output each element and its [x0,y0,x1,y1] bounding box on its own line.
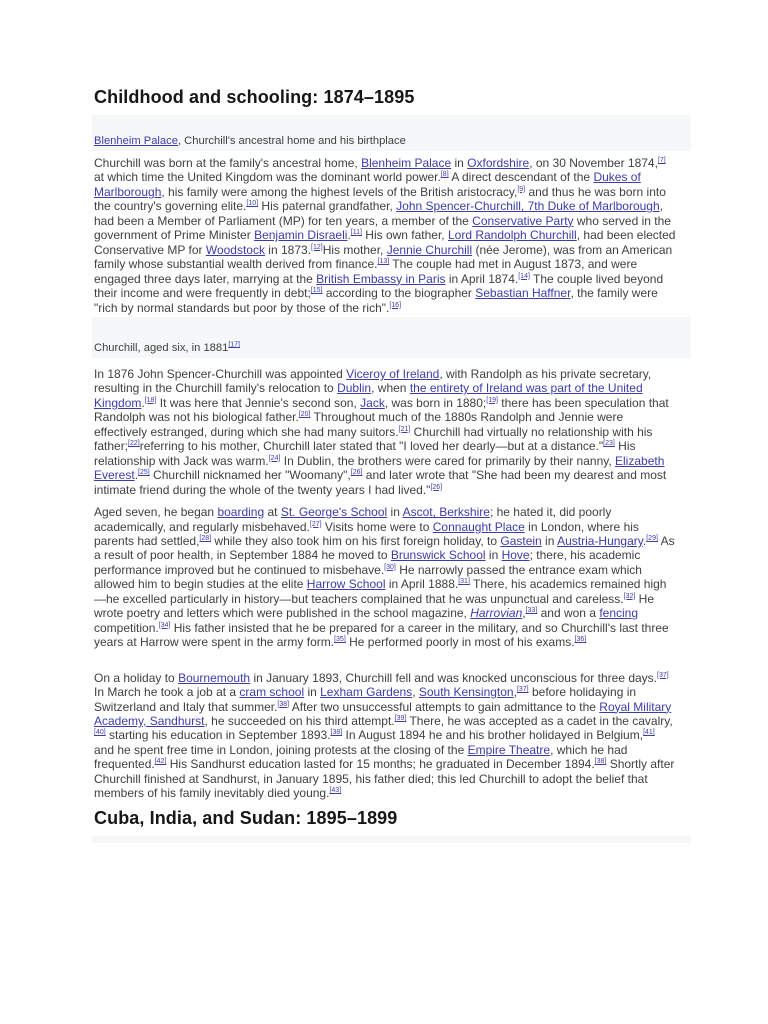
reference-marker[interactable]: [13] [377,258,390,266]
reference-marker[interactable]: [33] [525,607,538,615]
section-heading-cuba-india-sudan: Cuba, India, and Sudan: 1895–1899 [94,807,398,828]
reference-marker[interactable]: [27] [309,520,322,528]
reference-marker[interactable]: [25] [138,469,150,477]
wiki-link[interactable]: Benjamin Disraeli [254,228,348,243]
reference-marker[interactable]: [38] [277,700,290,708]
wiki-link[interactable]: Gastein [500,533,542,548]
reference-marker[interactable]: [26] [430,483,443,491]
paragraph-sandhurst: On a holiday to Bournemouth in January 1893, Churchill fell and was knocked unconscious for three days.[37] In March he took a job at a cram school in Lexham Gardens, South Kensington,[37] before holidaying in Switzerland and Italy that summer.[38] After two unsuccessful attempts to gain admittance to the Royal Military Academy, Sandhurst, he succeeded on his third attempt.[39] There, he was accepted as a cadet in the cavalry,[40] starting his education in September 1893.[38] In August 1894 he and his brother holidayed in Belgium,[41] and he spent free time in London, joining protests at the closing of the Empire Theatre, which he had frequented.[42] His Sandhurst education lasted for 15 months; he graduated in December 1894.[38] Shortly after Churchill finished at Sandhurst, in January 1895, his father died; this led Churchill to adopt the belief that members of his family inevitably died young.[43] [94,670,675,801]
reference-marker[interactable]: [37] [516,686,529,694]
wiki-link[interactable]: Harrovian [470,606,523,621]
reference-marker[interactable]: [11] [350,229,362,237]
wiki-link[interactable]: Brunswick School [390,548,486,563]
reference-marker[interactable]: [19] [486,396,498,404]
paragraph-dublin-childhood: In 1876 John Spencer-Churchill was appointed Viceroy of Ireland, with Randolph as his private secretary, resulting in the Churchill family's relocation to Dublin, when the entirety of Ireland was part of the United Kingdom.[18] It was here that Jennie's second son, Jack, was born in 1880;[19] there has been speculation that Randolph was not his biological father.[20] Throughout much of the 1880s Randolph and Jennie were effectively estranged, during which she had many suitors.[21] Churchill had virtually no relationship with his father;[22]referring to his mother, Churchill later stated that "I loved her dearly—but at a distance."[23] His relationship with Jack was warm.[24] In Dublin, the brothers were cared for primarily by their nanny, Elizabeth Everest.[25] Churchill nicknamed her "Woomany",[26] and later wrote that "She had been my dearest and most intimate friend during the whole of the twenty years I had lived."[26] [94,366,669,497]
wiki-link[interactable]: Ascot, Berkshire [402,505,490,520]
figure-placeholder-blenheim-palace [92,115,691,151]
reference-marker[interactable]: [24] [268,454,281,462]
wiki-link[interactable]: Dukes of Marlborough [94,170,641,199]
wiki-link[interactable]: British Embassy in Paris [316,271,446,286]
reference-marker[interactable]: [39] [394,714,407,722]
reference-marker[interactable]: [32] [623,592,636,600]
reference-marker[interactable]: [22] [128,440,140,448]
reference-marker[interactable]: [40] [94,729,106,737]
reference-marker[interactable]: [31] [458,578,470,586]
wiki-link[interactable]: John Spencer-Churchill, 7th Duke of Marlborough [396,199,660,214]
wiki-link[interactable]: Conservative Party [472,213,574,228]
wiki-link[interactable]: Royal Military Academy, Sandhurst [94,699,672,728]
wiki-link[interactable]: Jack [360,395,385,410]
reference-marker[interactable]: [7] [657,157,666,164]
reference-marker[interactable]: [9] [517,185,526,193]
wiki-link[interactable]: Jennie Churchill [386,242,473,257]
paragraph-schooling-harrow: Aged seven, he began boarding at St. George's School in Ascot, Berkshire; he hated it, did poorly academically, and regularly misbehaved.[27] Visits home were to Connaught Place in London, where his parents had settled,[28] while they also took him on his first foreign holiday, to Gastein in Austria-Hungary.[29] As a result of poor health, in September 1884 he moved to Brunswick School in Hove; there, his academic performance improved but he continued to misbehave.[30] He narrowly passed the entrance exam which allowed him to begin studies at the elite Harrow School in April 1888.[31] There, his academics remained high—he excelled particularly in history—but teachers complained that he was unpunctual and careless.[32] He wrote poetry and letters which were published in the school magazine, Harrovian,[33] and won a fencing competition.[34] His father insisted that he be prepared for a career in the military, and so Churchill's last three years at Harrow were spent in the army form.[35] He performed poorly in most of his exams.[36] [94,505,675,650]
wiki-link[interactable]: Sebastian Haffner [475,286,571,301]
wiki-link[interactable]: Lord Randolph Churchill [447,228,577,243]
reference-marker[interactable]: [16] [389,301,402,309]
reference-marker[interactable]: [18] [144,396,157,404]
figure-placeholder-next-section [92,836,691,843]
wiki-link[interactable]: Oxfordshire [467,156,530,170]
reference-marker[interactable]: [29] [646,534,658,542]
wiki-link[interactable]: Elizabeth Everest [94,453,665,483]
wiki-link[interactable]: Woodstock [205,242,265,257]
reference-marker[interactable]: [38] [330,729,343,737]
wiki-link[interactable]: Austria-Hungary [557,533,643,548]
wiki-link[interactable]: fencing [599,606,639,621]
wiki-link[interactable]: Lexham Gardens [320,685,413,700]
reference-marker[interactable]: [23] [603,440,615,448]
wiki-link[interactable]: Connaught Place [432,519,525,534]
wiki-link[interactable]: the entirety of Ireland was part of the United Kingdom [94,381,643,410]
reference-marker[interactable]: [12] [311,243,323,251]
reference-marker[interactable]: [34] [158,621,171,629]
wiki-link[interactable]: Empire Theatre [467,742,551,757]
wiki-link[interactable]: Dublin [337,381,372,396]
wiki-link[interactable]: South Kensington [418,685,514,700]
reference-marker[interactable]: [20] [298,411,311,419]
reference-marker[interactable]: [42] [154,758,167,766]
figure-placeholder-churchill-aged-six [92,317,691,358]
reference-marker[interactable]: [37] [657,671,669,679]
paragraph-birth-family: Churchill was born at the family's ancestral home, Blenheim Palace in Oxfordshire, on 30 November 1874,[7] at which time the United Kingdom was the dominant world power.[8] A direct descendant of the Dukes of Marlborough, his family were among the highest levels of the British aristocracy,[9] and thus he was born into the country's governing elite.[10] His paternal grandfather, John Spencer-Churchill, 7th Duke of Marlborough, had been a Member of Parliament (MP) for ten years, a member of the Conservative Party who served in the government of Prime Minister Benjamin Disraeli.[11] His own father, Lord Randolph Churchill, had been elected Conservative MP for Woodstock in 1873.[12]His mother, Jennie Churchill (née Jerome), was from an American family whose substantial wealth derived from finance.[13] The couple had met in August 1873, and were engaged three days later, marrying at the British Embassy in Paris in April 1874.[14] The couple lived beyond their income and were frequently in debt;[15] according to the biographer Sebastian Haffner, the family were "rich by normal standards but poor by those of the rich".[16] [94,156,676,315]
wiki-link[interactable]: Bournemouth [178,670,251,685]
reference-marker[interactable]: [28] [199,534,212,542]
wiki-link[interactable]: St. George's School [280,505,388,520]
reference-marker[interactable]: [41] [643,729,655,737]
figure-caption-aged-six: Churchill, aged six, in 1881[17] [94,341,241,354]
section-heading-childhood-schooling: Childhood and schooling: 1874–1895 [94,87,415,107]
figure-caption-blenheim: Blenheim Palace, Churchill's ancestral home and his birthplace [94,135,406,147]
reference-marker[interactable]: [21] [398,425,411,433]
reference-marker[interactable]: [36] [574,636,587,644]
wiki-link[interactable]: boarding [217,505,265,520]
reference-marker[interactable]: [35] [334,636,346,644]
wiki-link[interactable]: Harrow School [306,577,386,592]
reference-marker[interactable]: [15] [310,287,323,295]
reference-marker[interactable]: [38] [594,758,607,766]
reference-marker[interactable]: [14] [518,272,530,280]
reference-marker[interactable]: [30] [384,563,396,571]
wiki-link[interactable]: Viceroy of Ireland [346,366,440,381]
wiki-link[interactable]: cram school [239,685,305,700]
reference-marker[interactable]: [26] [350,469,363,477]
wiki-link[interactable]: Hove [501,548,530,563]
reference-marker[interactable]: [8] [440,171,449,179]
reference-marker[interactable]: [10] [246,200,259,208]
wiki-link[interactable]: Blenheim Palace [94,135,178,147]
reference-marker[interactable]: [17] [228,341,241,349]
wiki-link[interactable]: Blenheim Palace [361,156,452,170]
reference-marker[interactable]: [43] [329,787,342,795]
